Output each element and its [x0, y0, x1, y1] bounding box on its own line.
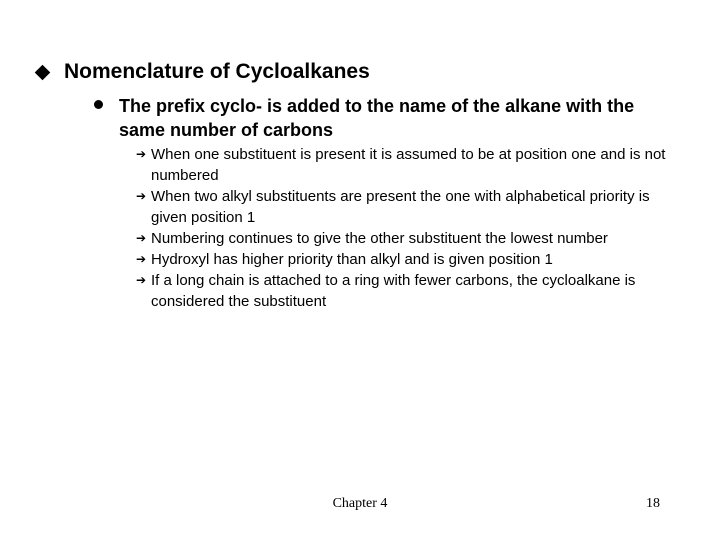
bullet-text: Hydroxyl has higher priority than alkyl and is given position 1: [151, 251, 553, 268]
dot-icon: [94, 100, 103, 109]
subpoint-text: The prefix cyclo- is added to the name of the alkane with the same number of carbons: [119, 96, 635, 140]
page-number: 18: [646, 496, 660, 511]
arrow-icon: ➔: [136, 147, 147, 161]
diamond-icon: [35, 64, 51, 80]
title-row: [33, 60, 370, 84]
bullet-text: Numbering continues to give the other substituent the lowest number: [151, 230, 608, 247]
bullet-list: [136, 144, 676, 312]
footer-chapter: Chapter 4: [332, 496, 388, 511]
list-item: [136, 228, 676, 249]
arrow-icon: ➔: [136, 273, 147, 287]
arrow-icon: ➔: [136, 252, 147, 266]
list-item: [136, 186, 676, 228]
slide-title: Nomenclature of Cycloalkanes: [64, 60, 370, 83]
subpoint-row: [94, 94, 694, 142]
list-item: [136, 144, 676, 186]
list-item: [136, 270, 676, 312]
bullet-text: When two alkyl substituents are present the one with alphabetical priority is given position 1: [151, 188, 650, 226]
arrow-icon: ➔: [136, 189, 147, 203]
bullet-text: If a long chain is attached to a ring with fewer carbons, the cycloalkane is considered the substituent: [151, 272, 636, 310]
arrow-icon: ➔: [136, 231, 147, 245]
list-item: [136, 249, 676, 270]
bullet-text: When one substituent is present it is assumed to be at position one and is not numbered: [151, 146, 666, 184]
